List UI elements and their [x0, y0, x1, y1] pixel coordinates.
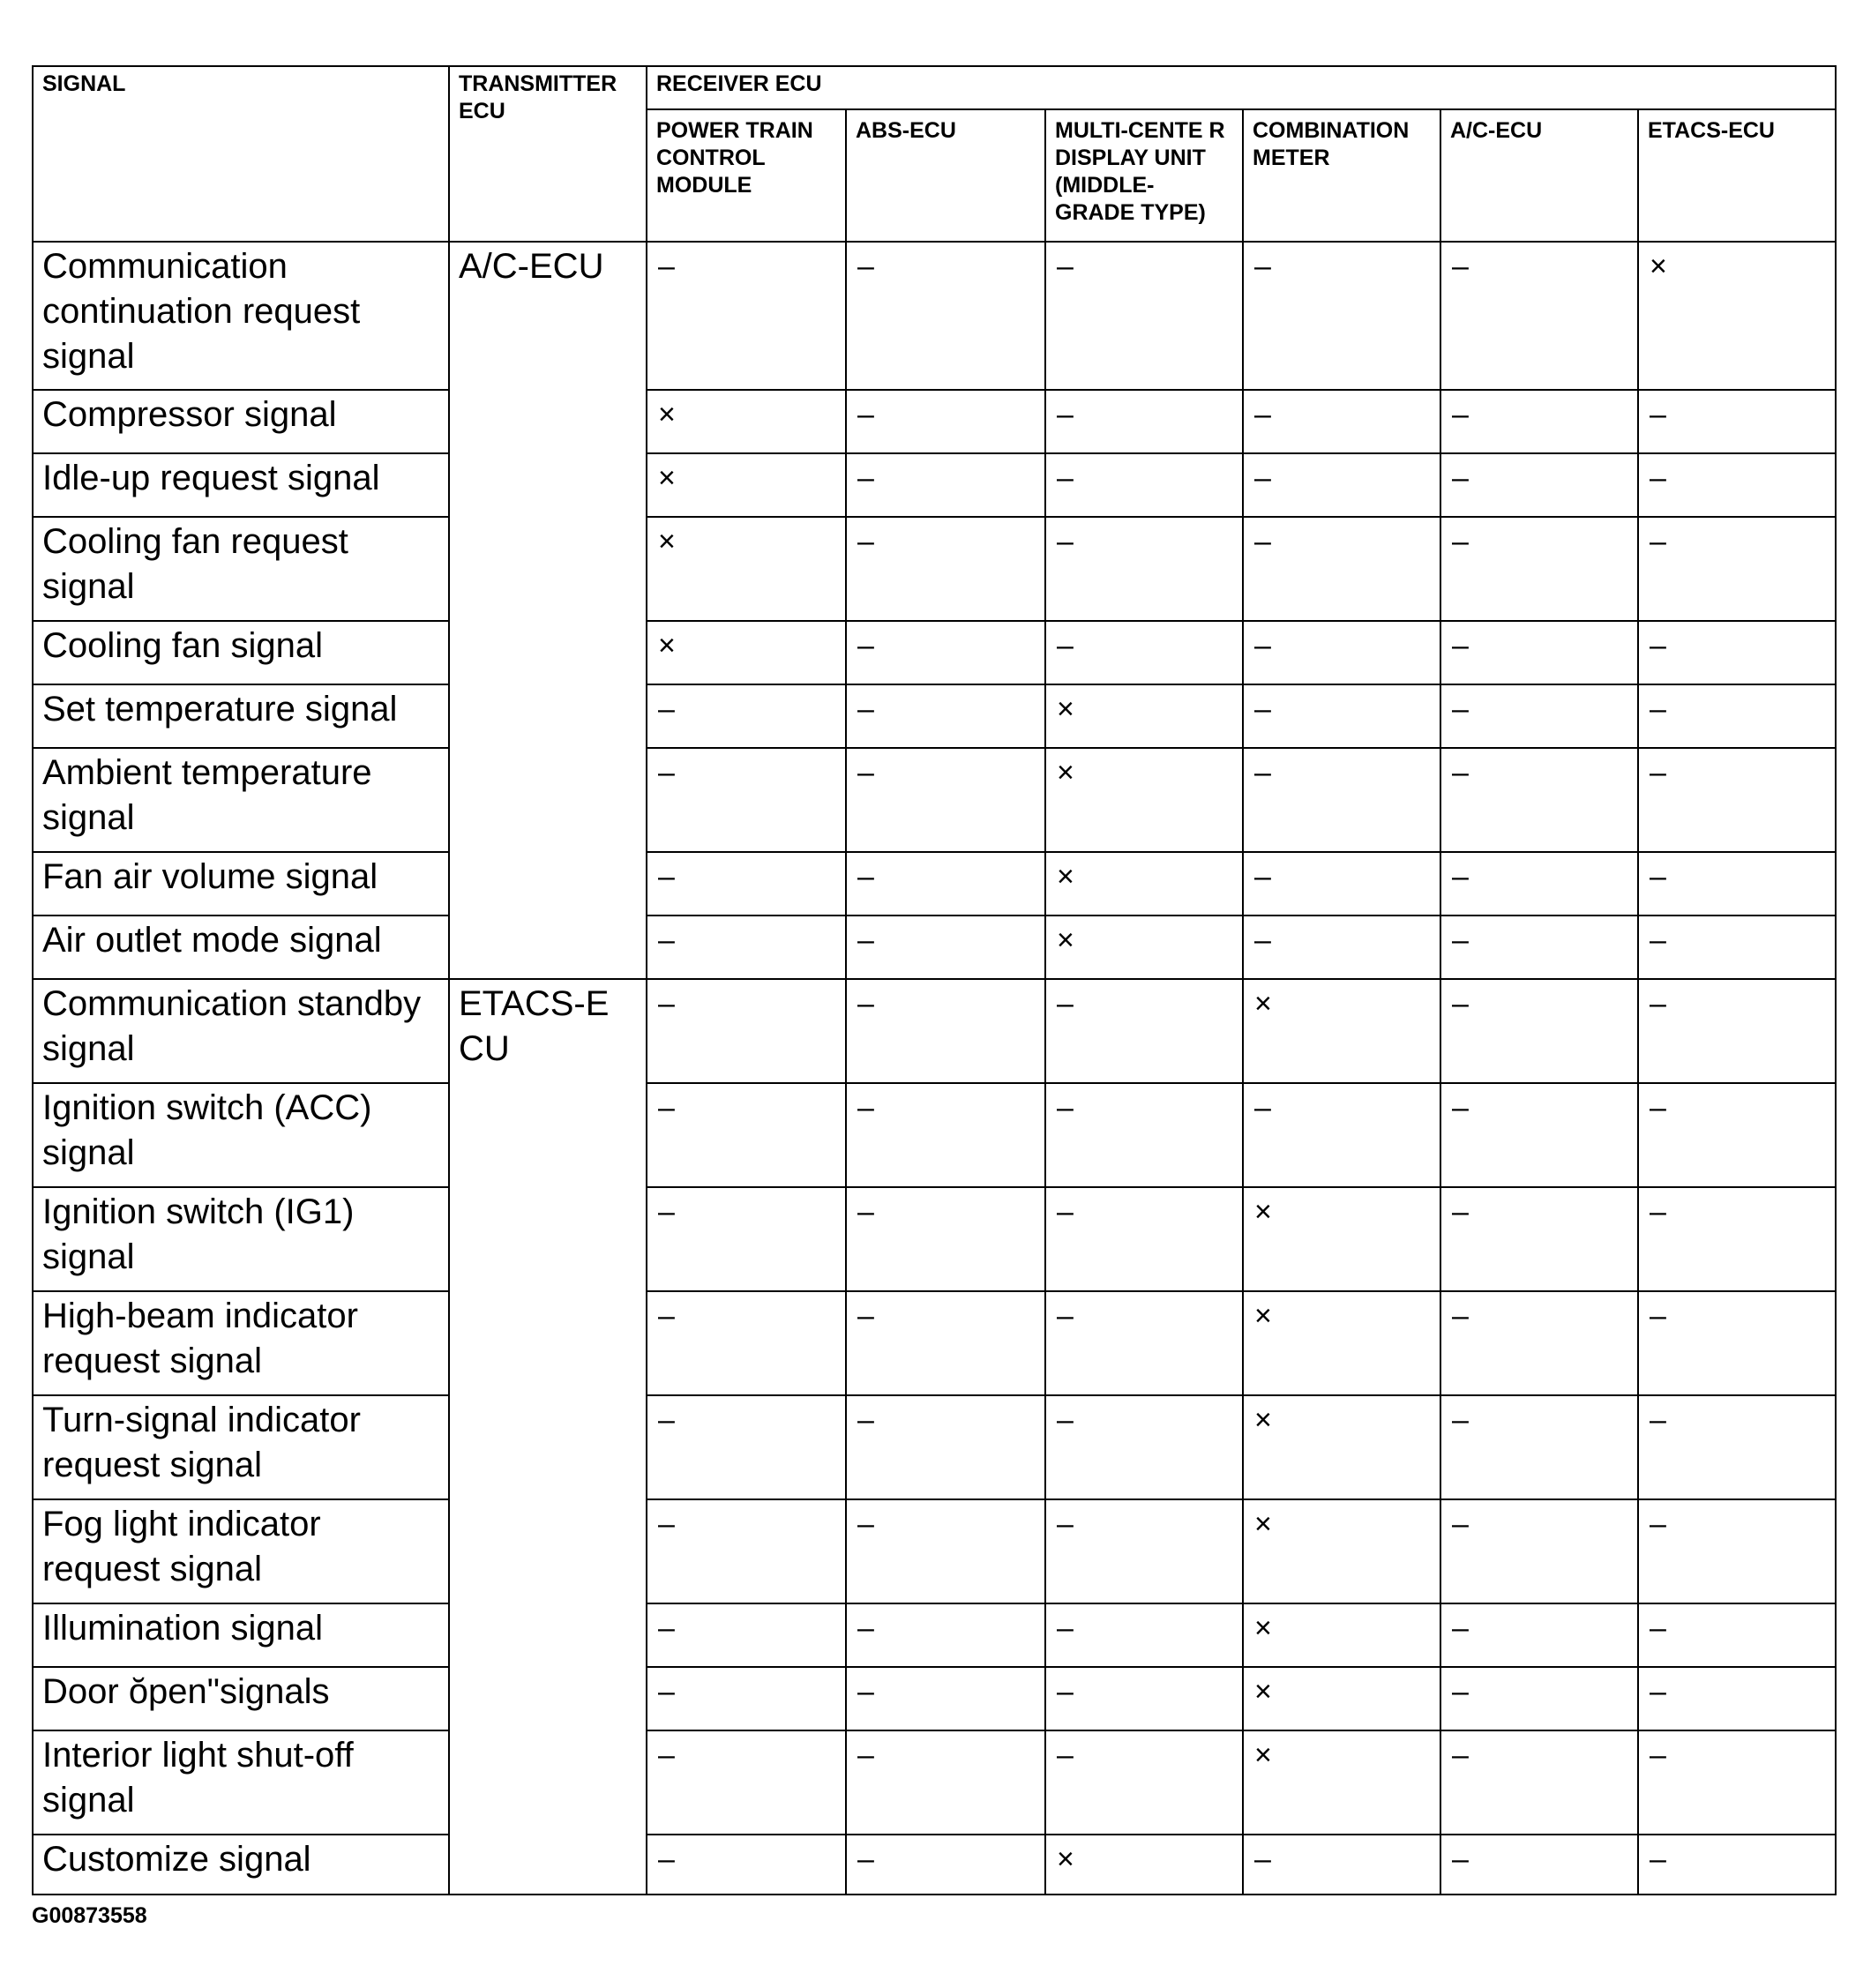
signal-name-cell: Fog light indicator request signal — [33, 1499, 449, 1603]
receiver-mark-cell: – — [1440, 1667, 1638, 1730]
signal-name-cell: Air outlet mode signal — [33, 916, 449, 979]
signal-name-cell: Communication continuation request signal — [33, 242, 449, 390]
receiver-mark-cell: – — [1440, 453, 1638, 517]
receiver-mark-cell: – — [1243, 1083, 1440, 1187]
receiver-mark-cell: × — [647, 453, 846, 517]
receiver-mark-cell: – — [846, 242, 1045, 390]
receiver-mark-cell: × — [1243, 1395, 1440, 1499]
receiver-mark-cell: – — [1243, 1835, 1440, 1895]
receiver-mark-cell: – — [1638, 979, 1836, 1083]
receiver-mark-cell: – — [1045, 453, 1243, 517]
receiver-mark-cell: – — [1638, 621, 1836, 684]
receiver-mark-cell: × — [647, 621, 846, 684]
table-row — [33, 916, 1836, 979]
receiver-mark-cell: – — [1638, 1395, 1836, 1499]
signal-name-cell: Ambient temperature signal — [33, 748, 449, 852]
receiver-mark-cell: – — [846, 684, 1045, 748]
table-row — [33, 1835, 1836, 1895]
receiver-mark-cell: – — [1243, 748, 1440, 852]
signal-table — [32, 65, 1837, 1895]
receiver-mark-cell: – — [1638, 684, 1836, 748]
receiver-mark-cell: – — [1440, 748, 1638, 852]
table-row — [33, 979, 1836, 1083]
table-row — [33, 390, 1836, 453]
receiver-mark-cell: – — [846, 517, 1045, 621]
table-row — [33, 1083, 1836, 1187]
receiver-mark-cell: – — [846, 1499, 1045, 1603]
receiver-mark-cell: – — [846, 1395, 1045, 1499]
signal-name-cell: Communication standby signal — [33, 979, 449, 1083]
signal-name-cell: Compressor signal — [33, 390, 449, 453]
receiver-mark-cell: – — [1638, 390, 1836, 453]
receiver-mark-cell: – — [846, 916, 1045, 979]
receiver-mark-cell: – — [1045, 1083, 1243, 1187]
receiver-mark-cell: – — [846, 1835, 1045, 1895]
receiver-mark-cell: – — [1243, 242, 1440, 390]
receiver-mark-cell: × — [1243, 1730, 1440, 1835]
receiver-mark-cell: – — [647, 916, 846, 979]
receiver-mark-cell: – — [1440, 1730, 1638, 1835]
receiver-mark-cell: – — [1045, 390, 1243, 453]
receiver-mark-cell: – — [846, 1667, 1045, 1730]
receiver-mark-cell: – — [846, 1187, 1045, 1291]
receiver-mark-cell: – — [1440, 979, 1638, 1083]
receiver-mark-cell: – — [647, 1835, 846, 1895]
receiver-mark-cell: – — [1440, 916, 1638, 979]
receiver-mark-cell: – — [1243, 852, 1440, 916]
receiver-mark-cell: – — [1243, 517, 1440, 621]
receiver-mark-cell: – — [1638, 1835, 1836, 1895]
table-row — [33, 621, 1836, 684]
receiver-mark-cell: × — [1243, 1291, 1440, 1395]
receiver-mark-cell: – — [647, 1499, 846, 1603]
receiver-mark-cell: – — [1045, 1187, 1243, 1291]
receiver-mark-cell: – — [1440, 242, 1638, 390]
receiver-mark-cell: – — [1440, 1499, 1638, 1603]
signal-column-header: SIGNAL — [33, 66, 449, 242]
receiver-mark-cell: × — [1243, 1603, 1440, 1667]
signal-name-cell: Ignition switch (ACC) signal — [33, 1083, 449, 1187]
receiver-mark-cell: × — [1045, 916, 1243, 979]
receiver-mark-cell: × — [1243, 1187, 1440, 1291]
receiver-mark-cell: – — [647, 1083, 846, 1187]
transmitter-column-header: TRANSMITTER ECU — [449, 66, 647, 242]
receiver-mark-cell: – — [846, 1603, 1045, 1667]
receiver-mark-cell: – — [846, 1291, 1045, 1395]
receiver-mark-cell: – — [647, 1395, 846, 1499]
table-row — [33, 1291, 1836, 1395]
receiver-mark-cell: – — [846, 979, 1045, 1083]
signal-name-cell: Illumination signal — [33, 1603, 449, 1667]
receiver-mark-cell: – — [647, 1667, 846, 1730]
receiver-mark-cell: × — [1638, 242, 1836, 390]
receiver-mark-cell: – — [1243, 453, 1440, 517]
receiver-mark-cell: – — [1638, 748, 1836, 852]
receiver-mark-cell: – — [1638, 453, 1836, 517]
table-row — [33, 242, 1836, 390]
receiver-mark-cell: – — [1638, 852, 1836, 916]
table-row — [33, 684, 1836, 748]
receiver-mark-cell: – — [1638, 1730, 1836, 1835]
receiver-mark-cell: – — [1638, 1667, 1836, 1730]
table-row — [33, 748, 1836, 852]
receiver-header-abs-ecu: ABS-ECU — [846, 109, 1045, 242]
receiver-mark-cell: – — [1440, 1291, 1638, 1395]
receiver-mark-cell: × — [1243, 979, 1440, 1083]
receiver-mark-cell: – — [1440, 684, 1638, 748]
receiver-mark-cell: – — [846, 621, 1045, 684]
receiver-mark-cell: – — [647, 1187, 846, 1291]
receiver-mark-cell: – — [1440, 1187, 1638, 1291]
receiver-mark-cell: × — [647, 390, 846, 453]
transmitter-ecu-cell: ETACS-E CU — [449, 979, 647, 1895]
signal-name-cell: Idle-up request signal — [33, 453, 449, 517]
table-row — [33, 1187, 1836, 1291]
receiver-mark-cell: – — [1243, 621, 1440, 684]
receiver-mark-cell: × — [1243, 1667, 1440, 1730]
receiver-mark-cell: – — [647, 852, 846, 916]
receiver-mark-cell: – — [1638, 1083, 1836, 1187]
signal-name-cell: Customize signal — [33, 1835, 449, 1895]
signal-name-cell: Cooling fan signal — [33, 621, 449, 684]
table-row — [33, 1395, 1836, 1499]
receiver-group-header: RECEIVER ECU — [647, 66, 1836, 109]
receiver-mark-cell: – — [647, 1730, 846, 1835]
receiver-mark-cell: – — [1440, 852, 1638, 916]
table-row — [33, 1499, 1836, 1603]
receiver-mark-cell: × — [1243, 1499, 1440, 1603]
receiver-mark-cell: – — [1045, 1395, 1243, 1499]
receiver-mark-cell: × — [1045, 852, 1243, 916]
receiver-mark-cell: – — [1243, 390, 1440, 453]
receiver-mark-cell: – — [647, 1291, 846, 1395]
receiver-mark-cell: – — [846, 1083, 1045, 1187]
receiver-mark-cell: × — [647, 517, 846, 621]
receiver-mark-cell: – — [1638, 1499, 1836, 1603]
signal-name-cell: Turn-signal indicator request signal — [33, 1395, 449, 1499]
signal-name-cell: Interior light shut-off signal — [33, 1730, 449, 1835]
receiver-mark-cell: – — [1440, 1603, 1638, 1667]
receiver-mark-cell: – — [846, 852, 1045, 916]
table-header — [33, 66, 1836, 242]
receiver-mark-cell: – — [1440, 390, 1638, 453]
receiver-mark-cell: – — [1440, 1395, 1638, 1499]
receiver-mark-cell: – — [1638, 916, 1836, 979]
receiver-mark-cell: – — [647, 1603, 846, 1667]
receiver-mark-cell: – — [1045, 979, 1243, 1083]
receiver-mark-cell: – — [1045, 517, 1243, 621]
receiver-header-ac-ecu: A/C-ECU — [1440, 109, 1638, 242]
receiver-mark-cell: × — [1045, 684, 1243, 748]
table-row — [33, 517, 1836, 621]
signal-name-cell: Fan air volume signal — [33, 852, 449, 916]
receiver-header-powertrain: POWER TRAIN CONTROL MODULE — [647, 109, 846, 242]
receiver-mark-cell: – — [1638, 1291, 1836, 1395]
table-row — [33, 1730, 1836, 1835]
receiver-header-combination-meter: COMBINATION METER — [1243, 109, 1440, 242]
receiver-mark-cell: – — [1440, 1083, 1638, 1187]
table-row — [33, 852, 1836, 916]
signal-name-cell: Ignition switch (IG1) signal — [33, 1187, 449, 1291]
receiver-mark-cell: – — [846, 390, 1045, 453]
receiver-mark-cell: – — [647, 748, 846, 852]
receiver-mark-cell: – — [1045, 621, 1243, 684]
figure-id-caption: G00873558 — [32, 1903, 147, 1928]
receiver-mark-cell: – — [1440, 621, 1638, 684]
receiver-mark-cell: – — [1638, 517, 1836, 621]
receiver-mark-cell: – — [846, 748, 1045, 852]
signal-name-cell: High-beam indicator request signal — [33, 1291, 449, 1395]
receiver-mark-cell: × — [1045, 1835, 1243, 1895]
table-row — [33, 1603, 1836, 1667]
receiver-mark-cell: – — [647, 979, 846, 1083]
receiver-mark-cell: – — [1045, 1291, 1243, 1395]
signal-name-cell: Cooling fan request signal — [33, 517, 449, 621]
receiver-mark-cell: – — [1045, 1667, 1243, 1730]
receiver-mark-cell: – — [1440, 517, 1638, 621]
table-row — [33, 1667, 1836, 1730]
receiver-mark-cell: – — [846, 1730, 1045, 1835]
transmitter-ecu-cell: A/C-ECU — [449, 242, 647, 979]
receiver-mark-cell: – — [1045, 1499, 1243, 1603]
table-row — [33, 453, 1836, 517]
receiver-mark-cell: – — [1243, 916, 1440, 979]
receiver-mark-cell: – — [846, 453, 1045, 517]
receiver-header-multi-center-display: MULTI-CENTE R DISPLAY UNIT (MIDDLE-GRADE TYPE) — [1045, 109, 1243, 242]
receiver-mark-cell: – — [1045, 1730, 1243, 1835]
signal-name-cell: Set temperature signal — [33, 684, 449, 748]
table-body — [33, 242, 1836, 1895]
receiver-mark-cell: × — [1045, 748, 1243, 852]
receiver-mark-cell: – — [647, 684, 846, 748]
signal-name-cell: Door ŏpen"signals — [33, 1667, 449, 1730]
receiver-mark-cell: – — [1045, 1603, 1243, 1667]
receiver-mark-cell: – — [1440, 1835, 1638, 1895]
receiver-mark-cell: – — [1638, 1187, 1836, 1291]
receiver-mark-cell: – — [1243, 684, 1440, 748]
receiver-mark-cell: – — [647, 242, 846, 390]
receiver-mark-cell: – — [1638, 1603, 1836, 1667]
receiver-mark-cell: – — [1045, 242, 1243, 390]
receiver-header-etacs-ecu: ETACS-ECU — [1638, 109, 1836, 242]
